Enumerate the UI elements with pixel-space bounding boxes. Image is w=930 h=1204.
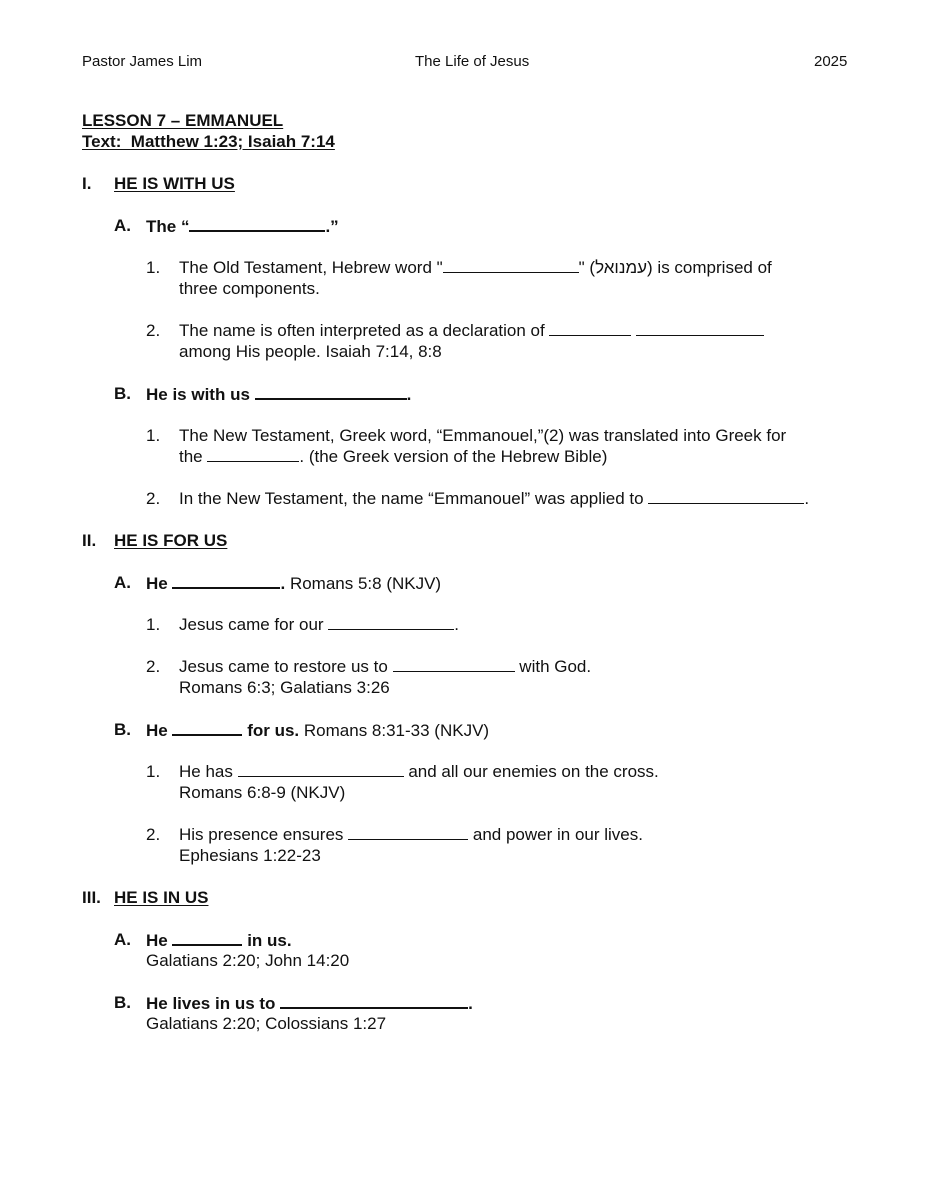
item-text: and power in our lives.: [472, 825, 643, 844]
scripture-ref: Romans 6:3; Galatians 3:26: [179, 678, 390, 697]
item-text: The name is often interpreted as a declaration of: [179, 321, 545, 340]
item-line: [179, 257, 772, 278]
scripture-ref: Romans 6:8-9 (NKJV): [179, 783, 346, 802]
point-line: [146, 215, 339, 237]
section-heading: HE IS FOR US: [114, 531, 228, 550]
item-text: ) is comprised of: [647, 258, 772, 277]
scripture-ref: Ephesians 1:22-23: [179, 846, 321, 865]
item-text: The New Testament, Greek word, “Emmanouel,”(2) was translated into Greek for: [179, 426, 787, 445]
item-text: the: [179, 447, 203, 466]
item-line: [179, 761, 659, 782]
fill-blank[interactable]: [393, 656, 515, 672]
scripture-ref: Galatians 2:20; Colossians 1:27: [146, 1014, 387, 1033]
item-text: Jesus came to restore us to: [179, 657, 388, 676]
point-line: [146, 992, 473, 1014]
section-heading: HE IS IN US: [114, 888, 209, 907]
section-heading: HE IS WITH US: [114, 174, 235, 193]
point-text: He: [146, 931, 168, 950]
fill-blank[interactable]: [238, 761, 404, 777]
header-year: 2025: [814, 53, 848, 70]
item-number: 2.: [146, 489, 161, 508]
item-number: 2.: [146, 321, 161, 340]
point-text: for us.: [247, 721, 300, 740]
item-number: 2.: [146, 657, 161, 676]
item-text: His presence ensures: [179, 825, 344, 844]
point-letter: A.: [114, 930, 131, 949]
fill-blank[interactable]: [280, 992, 468, 1009]
item-text: In the New Testament, the name “Emmanouel” was applied to: [179, 489, 644, 508]
item-text: .: [454, 615, 460, 634]
point-line: [146, 719, 489, 741]
fill-blank[interactable]: [172, 719, 242, 736]
point-line: [146, 383, 411, 405]
point-text: He: [146, 574, 168, 593]
item-number: 1.: [146, 258, 161, 277]
section-numeral: II.: [82, 531, 97, 550]
item-text: He has: [179, 762, 233, 781]
point-letter: B.: [114, 993, 131, 1012]
header-course-title: The Life of Jesus: [415, 53, 530, 70]
fill-blank[interactable]: [328, 614, 454, 630]
scripture-ref: Romans 8:31-33 (NKJV): [303, 721, 490, 740]
point-text: The “: [146, 217, 190, 236]
point-text: .: [406, 385, 412, 404]
fill-blank[interactable]: [636, 320, 764, 336]
fill-blank[interactable]: [189, 215, 325, 232]
header-author: Pastor James Lim: [82, 53, 203, 70]
hebrew-word: עמנואל: [595, 258, 648, 277]
fill-blank[interactable]: [648, 488, 804, 504]
item-number: 1.: [146, 615, 161, 634]
fill-blank[interactable]: [172, 572, 280, 589]
item-line: [179, 614, 459, 635]
item-text: " (: [578, 258, 596, 277]
fill-blank[interactable]: [549, 320, 631, 336]
section-numeral: I.: [82, 174, 92, 193]
item-text: Jesus came for our: [179, 615, 324, 634]
item-text: among His people. Isaiah 7:14, 8:8: [179, 342, 442, 361]
point-text: He: [146, 721, 168, 740]
item-line: [179, 488, 809, 509]
point-text: in us.: [247, 931, 292, 950]
item-line: [179, 824, 643, 845]
point-text: He lives in us to: [146, 994, 276, 1013]
item-number: 1.: [146, 426, 161, 445]
point-line: [146, 929, 292, 951]
fill-blank[interactable]: [348, 824, 468, 840]
item-text: with God.: [519, 657, 592, 676]
item-line: [179, 656, 591, 677]
item-text: . (the Greek version of the Hebrew Bible): [299, 447, 608, 466]
point-line: [146, 572, 441, 594]
point-letter: A.: [114, 216, 131, 235]
lesson-text-reference: Text: Matthew 1:23; Isaiah 7:14: [82, 132, 335, 151]
item-text: three components.: [179, 279, 320, 298]
point-text: He is with us: [146, 385, 250, 404]
fill-blank[interactable]: [255, 383, 407, 400]
item-text: and all our enemies on the cross.: [408, 762, 659, 781]
item-text: .: [804, 489, 810, 508]
scripture-ref: Romans 5:8 (NKJV): [289, 574, 442, 593]
fill-blank[interactable]: [443, 257, 579, 273]
point-text: .: [280, 574, 286, 593]
fill-blank[interactable]: [172, 929, 242, 946]
item-line: [179, 446, 607, 467]
point-letter: B.: [114, 720, 131, 739]
lesson-title: LESSON 7 – EMMANUEL: [82, 111, 284, 130]
scripture-ref: Galatians 2:20; John 14:20: [146, 951, 350, 970]
fill-blank[interactable]: [207, 446, 299, 462]
section-numeral: III.: [82, 888, 101, 907]
item-line: [179, 320, 764, 341]
item-text: The Old Testament, Hebrew word ": [179, 258, 443, 277]
point-text: .: [468, 994, 473, 1013]
item-number: 2.: [146, 825, 161, 844]
item-number: 1.: [146, 762, 161, 781]
point-text: .”: [325, 217, 339, 236]
point-letter: B.: [114, 384, 131, 403]
point-letter: A.: [114, 573, 131, 592]
